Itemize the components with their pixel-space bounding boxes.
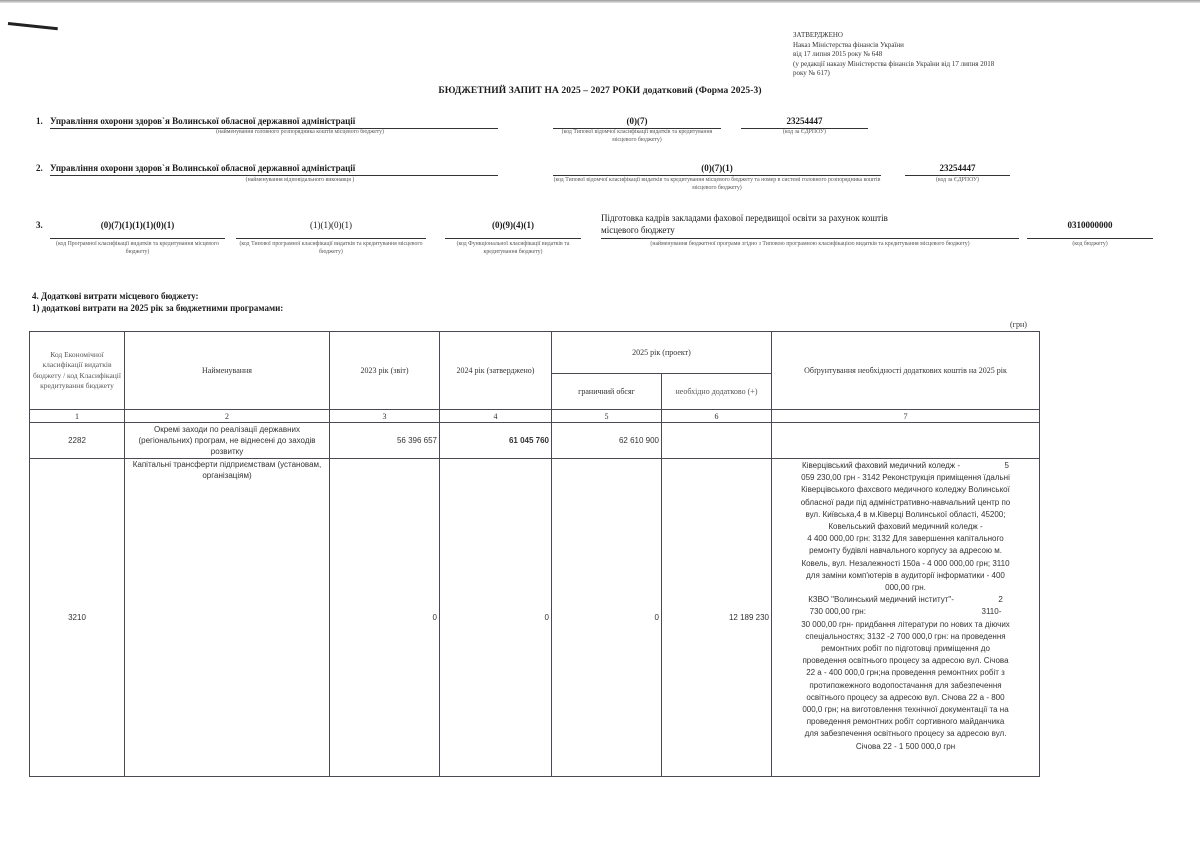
- header-limit: граничний обсяг: [552, 374, 662, 410]
- row-name: Капітальні трансферти підприємствам (установам, організаціям): [125, 459, 330, 777]
- section3-typical-code-caption: (код Типової програмної класифікації видатків та кредитування місцевого бюджету): [239, 241, 423, 255]
- justification-line: обласної ради під адміністративно-навчальний центр по: [800, 497, 1011, 507]
- column-number: 5: [552, 410, 662, 423]
- justification-line: для забезпечення освітнього процесу за адресою вул.: [804, 729, 1007, 739]
- scan-top-edge: [0, 0, 1200, 3]
- approval-line: ЗАТВЕРДЖЕНО: [793, 31, 843, 39]
- header-2024: 2024 рік (затверджено): [440, 332, 552, 410]
- justification-line: Січова 22 - 1 500 000,0 грн: [855, 741, 956, 751]
- justification-line: Ковель, вул. Незалежності 150а - 4 000 000,00 грн; 3110: [801, 558, 1010, 568]
- row-2024: 61 045 760: [440, 423, 552, 459]
- section3-number: 3.: [36, 220, 43, 230]
- row-limit-2025: 62 610 900: [552, 423, 662, 459]
- section3-program-name-line: Підготовка кадрів закладами фахової передвищої освіти за рахунок коштів: [601, 213, 888, 223]
- approval-line: (у редакції наказу Міністерства фінансів України від 17 липня 2018: [793, 59, 995, 68]
- justification-line: освітнього процесу за адресою вул. Січова 22 а - 800: [806, 692, 1005, 702]
- section4-subheading: 1) додаткові витрати на 2025 рік за бюджетними програмами:: [32, 303, 284, 313]
- justification-line: проведення ремонтних робіт сортивного майданчика: [806, 717, 1005, 727]
- section1-code: (0)(7): [553, 116, 721, 129]
- justification-line: Ковельський фаховий медичний коледж -: [828, 522, 983, 532]
- header-name: Найменування: [125, 332, 330, 410]
- table-row: [30, 459, 1040, 777]
- justification-line: Ківерцівського фахсвого медичного коледжу Волинської: [801, 485, 1010, 495]
- section3-functional-code: (0)(9)(4)(1): [445, 220, 581, 239]
- approval-line: Наказ Міністерства фінансів України: [793, 40, 904, 49]
- approval-line: року № 617): [793, 69, 830, 78]
- section3-typical-code: (1)(1)(0)(1): [236, 220, 426, 239]
- row-code: 3210: [30, 459, 125, 777]
- row-justification: [772, 459, 1040, 777]
- justification-line: 4 400 000,00 грн: 3132 Для завершення капітального: [807, 534, 1004, 544]
- justification-line: спеціальностях; 3132 -2 700 000,0 грн: на проведення: [805, 631, 1006, 641]
- justification-line: 30 000,00 грн- придбання літератури по нових та діючих: [801, 619, 1010, 629]
- section3-program-code-caption: (код Програмної класифікації видатків та кредитування місцевого бюджету): [56, 241, 219, 255]
- section2-edrpou-caption: (код за ЄДРПОУ): [936, 177, 979, 183]
- justification-line: проведення освітнього процесу за адресою вул. Січова: [802, 656, 1009, 666]
- row-additional-2025: [662, 423, 772, 459]
- section3-functional-code-caption: (код Функціональної класифікації видатків та кредитування бюджету): [456, 241, 570, 255]
- column-number: 7: [772, 410, 1040, 423]
- justification-line: 730 000,00 грн: 3110-: [809, 607, 1002, 617]
- row-name: Окремі заходи по реалізації державних (регіональних) програм, не віднесені до заходів розвитку: [125, 423, 330, 459]
- approval-line: від 17 липня 2015 року № 648: [793, 50, 883, 59]
- column-number: 1: [30, 410, 125, 423]
- section1-number: 1.: [36, 116, 43, 126]
- header-additional: необхідно додатково (+): [662, 374, 772, 410]
- justification-line: 22 а - 400 000,0 грн;на проведення ремонтних робіт з: [806, 668, 1005, 678]
- section1-name-caption: (найменування головного розпорядника коштів місцевого бюджету): [216, 129, 384, 135]
- section4-heading: 4. Додаткові витрати місцевого бюджету:: [32, 291, 199, 301]
- justification-line: для заміни комп'ютерів в аудиторії інформатики - 400: [806, 570, 1005, 580]
- section3-program-name: [601, 212, 1019, 239]
- column-number: 4: [440, 410, 552, 423]
- section2-number: 2.: [36, 163, 43, 173]
- section2-name: Управління охорони здоров`я Волинської обласної державної адміністрації: [50, 163, 498, 176]
- section2-name-caption: (найменування відповідального виконавця ): [245, 177, 355, 183]
- section2-code: (0)(7)(1): [553, 163, 881, 176]
- row-2024: 0: [440, 459, 552, 777]
- section3-program-name-line: місцевого бюджету: [601, 225, 675, 235]
- justification-line: КЗВО "Волинський медичний інститут"- 2: [808, 595, 1003, 605]
- justification-line: ремонту будівлі навчального корпусу за адресою м.: [809, 546, 1002, 556]
- row-2023: 0: [330, 459, 440, 777]
- header-justification: Обґрунтування необхідності додаткових коштів на 2025 рік: [772, 332, 1040, 410]
- section2-edrpou: 23254447: [905, 163, 1010, 176]
- budget-table: [29, 331, 1040, 777]
- header-2023: 2023 рік (звіт): [330, 332, 440, 410]
- section1-code-caption: (код Типової відомчої класифікації видатків та кредитування місцевого бюджету): [561, 129, 713, 143]
- justification-line: протипожежного водопостачання для забезпечення: [809, 680, 1002, 690]
- unit-label: (грн): [1010, 320, 1027, 329]
- section3-program-code: (0)(7)(1)(1)(1)(0)(1): [50, 220, 225, 239]
- column-number: 2: [125, 410, 330, 423]
- row-2023: 56 396 657: [330, 423, 440, 459]
- row-code: 2282: [30, 423, 125, 459]
- pen-mark: [8, 22, 58, 30]
- header-code: Код Економічної класифікації видатків бюджету / код Класифікації кредитування бюджету: [30, 332, 125, 410]
- row-limit-2025: 0: [552, 459, 662, 777]
- section3-budget-code-caption: (код бюджету): [1072, 241, 1108, 247]
- document-title: БЮДЖЕТНИЙ ЗАПИТ НА 2025 – 2027 РОКИ додатковий (Форма 2025-3): [438, 86, 762, 96]
- justification-line: 059 230,00 грн - 3142 Реконструкція приміщення їдальні: [801, 473, 1010, 483]
- approval-block: [793, 31, 994, 79]
- section3-program-name-caption: (найменування бюджетної програми згідно з Типовою програмною класифікацією видатків та кредитування місцевого бюджету): [650, 241, 970, 247]
- section2-code-caption: (код Типової відомчої класифікації видатків та кредитування місцевого бюджету та номер в системі головного розпорядника коштів місцевого бюджету): [553, 177, 881, 191]
- row-additional-2025: 12 189 230: [662, 459, 772, 777]
- column-number: 6: [662, 410, 772, 423]
- table-row: [30, 423, 1040, 459]
- section1-name: Управління охорони здоров`я Волинської обласної державної адміністрації: [50, 116, 498, 129]
- section3-budget-code: 0310000000: [1027, 220, 1153, 239]
- section1-edrpou: 23254447: [741, 116, 868, 129]
- section1-edrpou-caption: (код за ЄДРПОУ): [783, 129, 826, 135]
- row-justification: [772, 423, 1040, 459]
- justification-line: ремонтних робіт по підготовці приміщення до: [821, 644, 990, 654]
- justification-line: вул. Київська,4 в м.Ківерці Волинської області, 45200;: [805, 509, 1006, 519]
- justification-line: 000,0 грн; на виготовлення технічної документації та на: [802, 705, 1009, 715]
- justification-line: Ківерцівський фаховий медичний коледж - 5: [802, 461, 1009, 470]
- column-number: 3: [330, 410, 440, 423]
- justification-line: 000,00 грн.: [885, 583, 926, 593]
- column-numbers-row: [30, 410, 1040, 423]
- header-2025-group: 2025 рік (проект): [552, 332, 772, 374]
- table-header-row: [30, 332, 1040, 374]
